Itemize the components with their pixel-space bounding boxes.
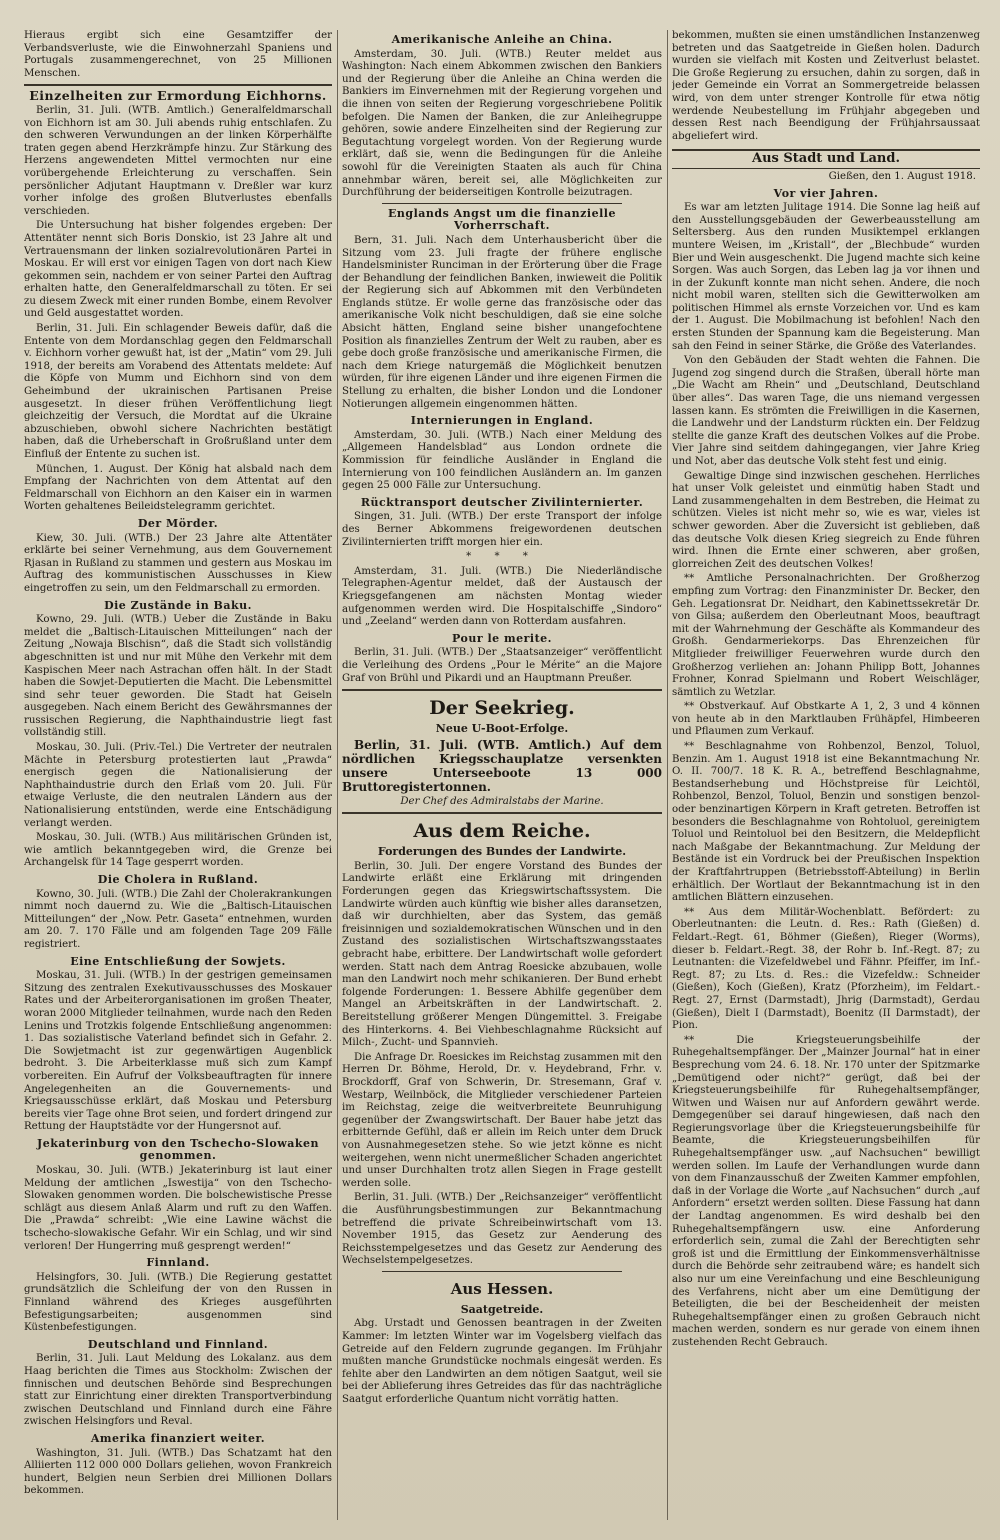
paragraph: Moskau, 31. Juli. (WTB.) In der gestrigen gemeinsamen Sitzung des zentralen Exekutivausschusses des Moskauer Rates und der Arbeiterorganisationen im großen Theater, woran 2000 Mitglieder teilnahmen, wurde nach den Reden Lenins und Trotzkis folgende Entschließung angenommen: 1. Das sozialistische Vaterland befindet sich in Gefahr. 2. Die Sowjetmacht ist zur gegenwärtigen Augenblick bedroht. 3. Die Arbeiterklasse muß sich zum Kampf vorbereiten. Ein Aufruf der Volksbeauftragten für innere Angelegenheiten an die Gouvernements- und Kriegsausschüsse erklärt, daß Moskau und Petersburg bereits vier Tage ohne Brot seien, und fordert dringend zur Rettung der Hauptstädte vor der Hungersnot auf. bbox=[24, 970, 332, 1133]
seekrieg-lead: Berlin, 31. Juli. (WTB. Amtlich.) Auf dem nördlichen Kriegsschauplatze versenkten unsere Unterseeboote 13 000 Bruttoregistertonnen. bbox=[342, 737, 662, 794]
paragraph: München, 1. August. Der König hat alsbald nach dem Empfang der Nachrichten von dem Attentat auf den Feldmarschall von Eichhorn an den Kaiser ein in warmen Worten gehaltenes Beileidstelegramm gerichtet. bbox=[24, 463, 332, 513]
paragraph: Amsterdam, 30. Juli. (WTB.) Reuter meldet aus Washington: Nach einem Abkommen zwischen den Bankiers und der Regierung über die Anleihe an China werden die Bankiers im Einvernehmen mit der Regierung vorgehen und die ihnen von seiten der Regierung vorgeschriebene Politik befolgen. Die Namen der Banken, die zur Anleihegruppe gehören, sowie andere Einzelheiten sind der Regierung zur Begutachtung vorgelegt worden. Von der Regierung wurde erklärt, daß sie, wenn die Bedingungen für die Anleihe sowohl für die Vereinigten Staaten als auch für China annehmbar wären, bereit sei, alle Möglichkeiten zur Durchführung der beiderseitigen Kontrolle beizutragen. bbox=[342, 48, 662, 199]
amerika-heading: Amerika finanziert weiter. bbox=[90, 1431, 266, 1445]
paragraph: Kiew, 30. Juli. (WTB.) Der 23 Jahre alte Attentäter erklärte bei seiner Vernehmung, aus dem Gouvernement Rjasan in Rußland zu stammen und gestern aus Moskau im Auftrag des kommunistischen Ausschusses in Kiew eingetroffen zu sein, um den Feldmarschall zu ermorden. bbox=[24, 532, 332, 594]
sowjets-heading: Eine Entschließung der Sowjets. bbox=[70, 954, 286, 968]
reiche-subheading: Forderungen des Bundes der Landwirte. bbox=[377, 845, 627, 859]
paragraph: Die Anfrage Dr. Roesickes im Reichstag zusammen mit den Herren Dr. Böhme, Herold, Dr. v. Heydebrand, Frhr. v. Brockdorff, Graf von Schwerin, Dr. Stresemann, Graf v. Westarp, Weilnböck, die Mitglieder verschiedener Parteien im Reichstag, zeige die weitverbreitete Beunruhigung gegenüber der Zwangswirtschaft. Der Bauer habe jetzt das erbitternde Gefühl, daß er allein im Reich unter dem Druck von Ausnahmegesetzen stehe. So wie jetzt könne es nicht weitergehen, wenn nicht unermeßlicher Schaden angerichtet und unser Durchhalten trotz allen Siegen in Frage gestellt werden solle. bbox=[342, 1051, 662, 1189]
paragraph: Es war am letzten Julitage 1914. Die Sonne lag heiß auf den Ausstellungsgebäuden der Gewerbeausstellung am Seltersberg. Aus den runden Musiktempel erklangen muntere Weisen, im „Kristall“, der „Blechbude“ wurden Bier und Wein ausgeschenkt. Die Jugend machte sich keine Sorgen. Was auch Sorgen, das Leben lag ja vor ihnen und in der Zukunft konnte man nicht sehen. Andere, die noch nicht mobil waren, stellten sich die Gewitterwolken am politischen Himmel als ernste Vorzeichen vor. Und es kam der 1. August. Die Mobilmachung ist befohlen! Nach den ersten Stunden der Spannung kam die Begeisterung. Man sah den Feind in seiner Stärke, die Größe des Vaterlandes. bbox=[672, 202, 980, 352]
seekrieg-subheading: Neue U-Boot-Erfolge. bbox=[435, 722, 569, 736]
deutschland-finnland-heading: Deutschland und Finnland. bbox=[87, 1337, 269, 1351]
column-2 bbox=[342, 30, 662, 1530]
paragraph: Singen, 31. Juli. (WTB.) Der erste Transport der infolge des Berner Abkommens freigewordenen deutschen Zivilinternierten trifft morgen hier ein. bbox=[342, 511, 662, 548]
column-1 bbox=[24, 30, 332, 1530]
divider bbox=[382, 203, 622, 204]
divider bbox=[24, 84, 332, 86]
column-rule bbox=[337, 30, 338, 1520]
paragraph: Abg. Urstadt und Genossen beantragen in der Zweiten Kammer: Im letzten Winter war im Vogelsberg vielfach das Getreide auf den Feldern zugrunde gegangen. Im Frühjahr mußten manche Grundstücke nochmals eingesät werden. Es fehlte aber den Landwirten an dem nötigen Saatgut, weil sie bei der Ablieferung ihres Getreides das für das nachträgliche Saatgut erforderliche Quantum nicht vorrätig hatten. bbox=[342, 1318, 662, 1406]
paragraph: ** Aus dem Militär-Wochenblatt. Befördert: zu Oberleutnanten: die Leutn. d. Res.: Rath (Gießen) d. Feldart.-Regt. 61, Böhmer (Gießen), Rieger (Worms), dieser b. Feldart.-Regt. 38, der Rohr b. Inf.-Regt. 87; zu Leutnanten: die Vizefeldwebel und Fähnr. Pfeiffer, im Inf.-Regt. 87; zu Lts. d. Res.: die Vizefeldw.: Schneider (Gießen), Koch (Gießen), Kratz (Pforzheim), im Feldart.-Regt. 27, Ernst (Darmstadt), Jhrig (Darmstadt), Gerdau (Gießen), Dielt I (Darmstadt), Boenitz (II Darmstadt), der Pion. bbox=[672, 906, 980, 1032]
eichhorn-heading: Einzelheiten zur Ermordung Eichhorns. bbox=[29, 88, 327, 104]
paragraph: Die Untersuchung hat bisher folgendes ergeben: Der Attentäter nennt sich Boris Donskio, ist 23 Jahre alt und Vertrauensmann der linken sozialrevolutionären Partei in Moskau. Er will erst vor einigen Tagen von dort nach Kiew gekommen sein, nachdem er von seiner Partei den Auftrag erhalten hatte, den Generalfeldmarschall zu töten. Er sei zu diesem Zweck mit einer runden Bombe, einem Revolver und Geld ausgestattet worden. bbox=[24, 220, 332, 320]
paragraph: Amsterdam, 30. Juli. (WTB.) Nach einer Meldung des „Allgemeen Handelsblad“ aus London ordnete die Kommission für feindliche Ausländer in England die Internierung von 100 feindlichen Ausländern an. Im ganzen gegen 25 000 Fälle zur Untersuchung. bbox=[342, 429, 662, 492]
seekrieg-signature: Der Chef des Admiralstabs der Marine. bbox=[400, 795, 604, 807]
paragraph: bekommen, mußten sie einen umständlichen Instanzenweg betreten und das Saatgetreide in Gießen holen. Dadurch wurden sie vielfach mit Kosten und Zeitverlust belastet. Die Große Regierung zu ersuchen, dahin zu sorgen, daß in jeder Gemeinde ein Vorrat an Sommergetreide belassen wird, von dem unter strenger Kontrolle für etwa nötig werdende Neubestellung im Frühjahr abgegeben und dessen Rest nach Beendigung der Frühjahrsaussaat abgeliefert wird. bbox=[672, 30, 980, 142]
hessen-subheading: Saatgetreide. bbox=[460, 1302, 544, 1316]
paragraph: ** Amtliche Personalnachrichten. Der Großherzog empfing zum Vortrag: den Finanzminister Dr. Becker, den Geh. Legationsrat Dr. Neidhart, den Kabinettssekretär Dr. von Gilsa; außerdem den Oberleutnant Moos, beauftragt mit der Wahrnehmung der Geschäfte als Kommandeur des Großh. Gendarmeriekorps. Das Ehrenzeichen für Mitglieder freiwilliger Feuerwehren wurde durch den Großherzog verliehen an: Johann Philipp Bott, Johannes Frohner, Konrad Spielmann und Robert Weischläger, sämtlich zu Wetzlar. bbox=[672, 573, 980, 698]
finnland-heading: Finnland. bbox=[146, 1256, 210, 1270]
paragraph: ** Obstverkauf. Auf Obstkarte A 1, 2, 3 und 4 können von heute ab in den Marktlauben Frühäpfel, Himbeeren und Pflaumen zum Verkauf. bbox=[672, 701, 980, 738]
column-3 bbox=[672, 30, 980, 1530]
vier-jahren-heading: Vor vier Jahren. bbox=[773, 186, 879, 200]
paragraph: ** Beschlagnahme von Rohbenzol, Benzol, Toluol, Benzin. Am 1. August 1918 ist eine Bekanntmachung Nr. O. II. 700/7. 18 K. R. A., betreffend Beschlagnahme, Bestandserhebung und Höchstpreise für Leichtöl, Rohbenzol, Benzol, Toluol, Benzin und sonstigen benzol- oder benzinartigen Körpern in Kraft getreten. Betroffen ist besonders die Beschlagnahme von Rohtoluol, gereinigtem Toluol und Reintoluol bei den Besitzern, die Meldepflicht nach Maßgabe der Bekanntmachung. Zur Meldung der Bestände ist ein Vordruck bei der Preußischen Inspektion der Kraftfahrtruppen (Betriebsstoff-Abteilung) in Berlin erhältlich. Der Wortlaut der Bekanntmachung ist in den amtlichen Blättern einzusehen. bbox=[672, 741, 980, 904]
paragraph: Berlin, 31. Juli. (WTB.) Der „Reichsanzeiger“ veröffentlicht die Ausführungsbestimmungen zur Bekanntmachung betreffend die private Schreibeinwirtschaft vom 13. November 1915, das Gesetz zur Aenderung des Reichsstempelgesetzes und das Gesetz zur Aenderung des Wechselstempelgesetzes. bbox=[342, 1192, 662, 1267]
baku-heading: Die Zustände in Baku. bbox=[104, 598, 252, 612]
seekrieg-heading: Der Seekrieg. bbox=[429, 697, 575, 720]
pour-le-merite-heading: Pour le merite. bbox=[452, 631, 552, 645]
jekaterinburg-heading: Jekaterinburg von den Tschecho-Slowaken genommen. bbox=[37, 1136, 319, 1163]
paragraph: Berlin, 31. Juli. Laut Meldung des Lokalanz. aus dem Haag berichten die Times aus Stockholm: Zwischen der finnischen und deutschen Behörde sind Besprechungen statt zur Einrichtung einer direkten Transportverbindung zwischen Deutschland und Finnland durch eine Fähre zwischen Helsingfors und Reval. bbox=[24, 1353, 332, 1428]
separator-stars: * * * bbox=[466, 551, 538, 563]
paragraph: Berlin, 30. Juli. Der engere Vorstand des Bundes der Landwirte erläßt eine Erklärung mit dringenden Forderungen gegen das Kriegswirtschaftssystem. Die Landwirte würden auch künftig wie bisher alles daransetzen, daß wir durchhielten, aber das System, das gemäß freisinnigen und sozialdemokratischen Wünschen und in den Zustand des sozialistischen Wirtschaftszwangsstaates gebracht habe, erbittere. Der Landwirtschaft wolle gefordert werden. Statt nach dem Antrag Roesicke abzubauen, wolle man den Landwirt noch mehr schikanieren. Der Bund erhebt folgende Forderungen: 1. Bessere Abhilfe gegenüber dem Mangel an Arbeitskräften in der Landwirtschaft. 2. Bereitstellung größerer Mengen Düngemittel. 3. Freigabe des Hinterkorns. 4. Bei Viehbeschlagnahme Rücksicht auf Milch-, Zucht- und Spannvieh. bbox=[342, 860, 662, 1049]
paragraph: Von den Gebäuden der Stadt wehten die Fahnen. Die Jugend zog singend durch die Straßen, überall hörte man „Die Wacht am Rhein“ und „Deutschland, Deutschland über alles“. Das waren Tage, die uns niemand vergessen lassen kann. Es strömten die Freiwilligen in die Kasernen, die Landwehr und der Landsturm rückten ein. Der Feldzug stellte die ganze Kraft des deutschen Volkes auf die Probe. Vier Jahre sind seitdem dahingegangen, vier Jahre Krieg und Not, aber das deutsche Volk steht fest und einig. bbox=[672, 355, 980, 467]
divider bbox=[382, 1271, 622, 1272]
paragraph: Berlin, 31. Juli. (WTB. Amtlich.) Generalfeldmarschall von Eichhorn ist am 30. Juli abends ruhig entschlafen. Zu den schweren Verwundungen an der linken Körperhälfte traten gegen abend Herzkrämpfe hinzu. Zur Stärkung des Herzens angewendeten Mittel vermochten nur eine vorübergehende Erleichterung zu verschaffen. Sein persönlicher Adjutant Hauptmann v. Dreßler war kurz vorher infolge des großen Blutverlustes ebenfalls verschieden. bbox=[24, 104, 332, 217]
divider bbox=[342, 689, 662, 691]
intro-paragraph: Hieraus ergibt sich eine Gesamtziffer der Verbandsverluste, wie die Einwohnerzahl Spaniens und Portugals zusammengerechnet, von 25 Millionen Menschen. bbox=[24, 30, 332, 79]
china-heading: Amerikanische Anleihe an China. bbox=[391, 33, 613, 46]
paragraph: Moskau, 30. Juli. (Priv.-Tel.) Die Vertreter der neutralen Mächte in Petersburg protestierten laut „Prawda“ energisch gegen die Nationalisierung der Naphthaindustrie durch den Erlaß vom 20. Juli. Für etwaige Verluste, die den neutralen Ländern aus der Nationalisierung entstünden, werde eine Entschädigung verlangt werden. bbox=[24, 742, 332, 829]
divider bbox=[342, 812, 662, 814]
paragraph: Berlin, 31. Juli. (WTB.) Der „Staatsanzeiger“ veröffentlicht die Verleihung des Ordens „Pour le Mérite“ an die Majore Graf von Brühl und Pikardi und an Hauptmann Preußer. bbox=[342, 647, 662, 684]
paragraph: Gewaltige Dinge sind inzwischen geschehen. Herrliches hat unser Volk geleistet und einmütig haben Stadt und Land zusammengehalten in dem Bestreben, die Heimat zu schützen. Vieles ist nicht mehr so, wie es war, vieles ist schwer geworden. Aber die Zuversicht ist geblieben, daß das deutsche Volk diesen Krieg siegreich zu Ende führen wird. Ihnen die Ernte einer schweren, aber großen, glorreichen Zeit des deutschen Volkes! bbox=[672, 470, 980, 570]
reiche-heading: Aus dem Reiche. bbox=[413, 820, 591, 843]
column-rule bbox=[667, 30, 668, 1520]
paragraph: Moskau, 30. Juli. (WTB.) Jekaterinburg ist laut einer Meldung der amtlichen „Iswestija“ von den Tschecho-Slowaken genommen worden. Die bolschewistische Presse schlägt aus diesem Anlaß Alarm und ruft zu den Waffen. Die „Prawda“ schreibt: „Wie eine Lawine wächst die tschecho-slowakische Gefahr. Wir ein Schlag, und wir sind verloren! Der Hungerring muß gesprengt werden!“ bbox=[24, 1165, 332, 1252]
paragraph: ** Die Kriegsteuerungsbeihilfe der Ruhegehaltsempfänger. Der „Mainzer Journal“ hat in einer Besprechung vom 24. 6. 18. Nr. 170 unter der Spitzmarke „Demütigend oder nicht?“ gerügt, daß bei der Kriegsteuerungsbeihilfe für Ruhegehaltsempfänger, Witwen und Waisen nur auf Anfordern gewährt werde. Demgegenüber sei darauf hingewiesen, daß nach den Regierungsvorlage über die Kriegsteuerungsbeihilfe für Beamte, die Kriegsteuerungsbeihilfen für Ruhegehaltsempfänger usw. „auf Nachsuchen“ bewilligt werden sollen. Im Laufe der Verhandlungen wurde dann von dem Finanzausschuß der Zweiten Kammer empfohlen, daß in der Vorlage die Worte „auf Nachsuchen“ durch „auf Anfordern“ ersetzt werden sollten. Diese Fassung hat dann der Landtag angenommen. Es wird deshalb bei den Ruhegehaltsempfängern usw. eine Anforderung erforderlich sein, zumal die Zahl der Berechtigten sehr groß ist und die Ermittlung der Einkommensverhältnisse durch die Behörde sehr zeitraubend wäre; es handelt sich also nur um eine Vereinfachung und eine Beschleunigung des Verfahrens, nicht aber um eine Demütigung der Beteiligten, die bei der Bescheidenheit der meisten Ruhegehaltsempfänger einen zu großen Gebrauch nicht machen werden, sondern es nur gerade von einem ihnen zustehenden Recht Gebrauch. bbox=[672, 1034, 980, 1348]
moerder-heading: Der Mörder. bbox=[137, 516, 219, 530]
paragraph: Amsterdam, 31. Juli. (WTB.) Die Niederländische Telegraphen-Agentur meldet, daß der Austausch der Kriegsgefangenen am nächsten Montag wieder aufgenommen werden wird. Die Hospitalschiffe „Sindoro“ und „Zeeland“ werden dann von Rotterdam ausfahren. bbox=[342, 565, 662, 628]
paragraph: Moskau, 30. Juli. (WTB.) Aus militärischen Gründen ist, wie amtlich bekanntgegeben wird, die Grenze bei Archangelsk für 14 Tage gesperrt worden. bbox=[24, 832, 332, 869]
stadt-land-heading: Aus Stadt und Land. bbox=[672, 149, 980, 169]
paragraph: Kowno, 30. Juli. (WTB.) Die Zahl der Cholerakrankungen nimmt noch dauernd zu. Wie die „Baltisch-Litauischen Mitteilungen“ der „Now. Petr. Gaseta“ entnehmen, wurden am 20. 7. 170 Fälle und am folgenden Tage 209 Fälle registriert. bbox=[24, 888, 332, 950]
cholera-heading: Die Cholera in Rußland. bbox=[97, 873, 259, 886]
ruecktransport-heading: Rücktransport deutscher Zivilinternierter. bbox=[360, 495, 644, 509]
paragraph: Bern, 31. Juli. Nach dem Unterhausbericht über die Sitzung vom 23. Juli fragte der frühere englische Handelsminister Runciman in der Erörterung über die Frage der Behandlung der feindlichen Banken, inwieweit die Politik der Regierung sich auf Abkommen mit den Verbündeten Englands stütze. Er wolle gerne das französische oder das amerikanische Volk nicht beschuldigen, daß sie eine solche Absicht hätten, England seine bisher unangefochtene Position als finanzielles Zentrum der Welt zu rauben, aber es gebe doch große französische und amerikanische Firmen, die nach dem Kriege naturgemäß die Möglichkeit benutzen würden, für ihre eigenen Länder und ihre eigenen Firmen die Stellung zu erhalten, die bisher London und die Londoner Notierungen allgemein eingenommen hätten. bbox=[342, 234, 662, 410]
hessen-heading: Aus Hessen. bbox=[450, 1279, 554, 1298]
paragraph: Kowno, 29. Juli. (WTB.) Ueber die Zustände in Baku meldet die „Baltisch-Litauischen Mitteilungen“ nach der Zeitung „Nowaja Blschisn“, daß die Stadt sich vollständig abgeschnitten ist und nur mit Mühe den Verkehr mit dem Kaspischen Meer nach Astrachan offen hält. In der Stadt haben die Sowjet-Deputierten die Macht. Die Lebensmittel sind sehr teuer geworden. Die Stadt hat Geiseln ausgegeben. Nach einem Bericht des Gewährsmannes der russischen Regierung, die Naphthaindustrie liegt fast vollständig still. bbox=[24, 614, 332, 739]
internierungen-heading: Internierungen in England. bbox=[410, 414, 594, 428]
paragraph: Helsingfors, 30. Juli. (WTB.) Die Regierung gestattet grundsätzlich die Schleifung der von den Russen in Finnland während des Krieges ausgeführten Befestigungsarbeiten; ausgenommen sind Küstenbefestigungen. bbox=[24, 1271, 332, 1334]
england-heading: Englands Angst um die finanzielle Vorherrschaft. bbox=[388, 206, 616, 233]
dateline: Gießen, den 1. August 1918. bbox=[828, 170, 976, 182]
paragraph: Berlin, 31. Juli. Ein schlagender Beweis dafür, daß die Entente von dem Mordanschlag gegen den Feldmarschall v. Eichhorn vorher gewußt hat, ist der „Matin“ vom 29. Juli 1918, der bereits am Vorabend des Attentats meldete: Auf die Köpfe von Mumm und Eichhorn sind von dem Geheimbund der ukrainischen Partisanen Preise ausgesetzt. In dieser frühen Veröffentlichung liegt gleichzeitig der Versuch, die Mordtat auf die Ukraine abzuschieben, obwohl sichere Nachrichten bestätigt haben, daß die Urheberschaft in Großrußland unter dem Einfluß der Entente zu suchen ist. bbox=[24, 323, 332, 460]
paragraph: Washington, 31. Juli. (WTB.) Das Schatzamt hat den Alliierten 112 000 000 Dollars geliehen, wovon Frankreich hundert, Belgien neun Serbien drei Millionen Dollars bekommen. bbox=[24, 1447, 332, 1497]
